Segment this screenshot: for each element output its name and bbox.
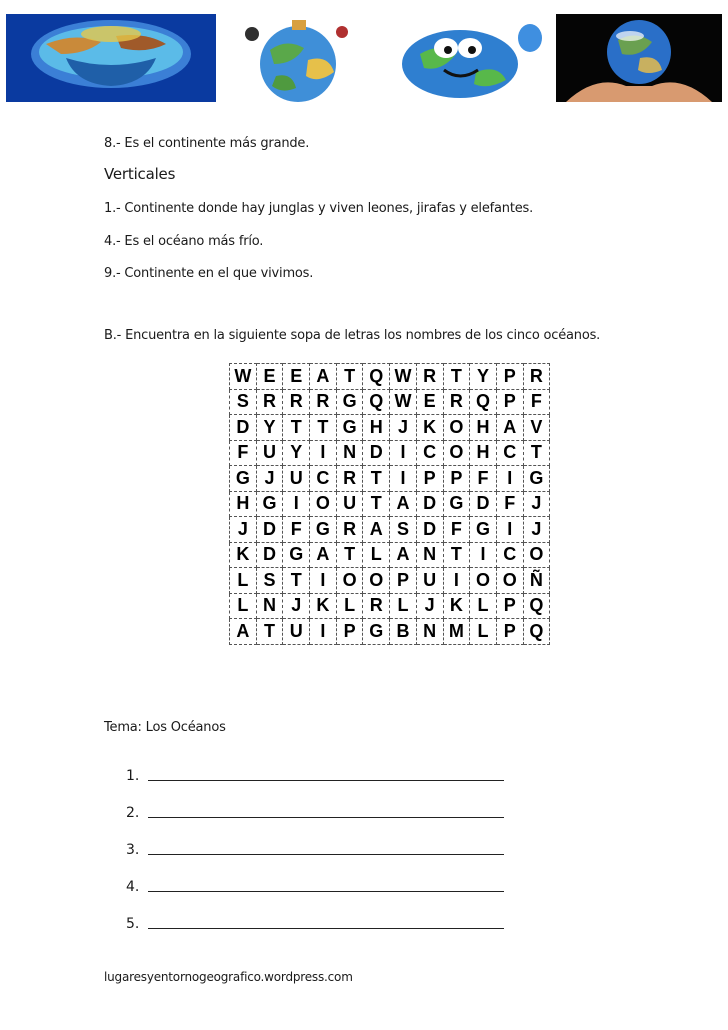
- word-search-cell: F: [496, 491, 523, 517]
- word-search-cell: P: [390, 568, 417, 594]
- word-search-cell: D: [470, 491, 497, 517]
- word-search-cell: E: [283, 364, 310, 390]
- question-4-vertical: 4.- Es el océano más frío.: [104, 234, 264, 249]
- word-search-cell: L: [230, 593, 257, 619]
- word-search-cell: T: [523, 440, 550, 466]
- word-search-cell: O: [443, 415, 470, 441]
- word-search-cell: G: [470, 517, 497, 543]
- word-search-cell: G: [363, 619, 390, 645]
- word-search-row: [230, 517, 550, 543]
- tema-title: Tema: Los Océanos: [104, 720, 226, 735]
- word-search-cell: J: [416, 593, 443, 619]
- word-search-cell: G: [443, 491, 470, 517]
- word-search-cell: S: [390, 517, 417, 543]
- answer-item: [126, 794, 504, 831]
- word-search-row: [230, 593, 550, 619]
- word-search-cell: G: [283, 542, 310, 568]
- word-search-cell: J: [390, 415, 417, 441]
- word-search-row: [230, 619, 550, 645]
- word-search-row: [230, 440, 550, 466]
- word-search-cell: G: [230, 466, 257, 492]
- word-search-cell: R: [336, 466, 363, 492]
- word-search-cell: I: [310, 440, 337, 466]
- word-search-cell: O: [310, 491, 337, 517]
- answer-blank-line[interactable]: [148, 918, 504, 929]
- word-search-cell: R: [256, 389, 283, 415]
- word-search-cell: H: [470, 440, 497, 466]
- question-1-vertical: 1.- Continente donde hay junglas y viven leones, jirafas y elefantes.: [104, 201, 534, 216]
- word-search-cell: A: [310, 364, 337, 390]
- word-search-cell: D: [416, 517, 443, 543]
- word-search-cell: N: [416, 542, 443, 568]
- word-search-cell: E: [416, 389, 443, 415]
- word-search-cell: J: [256, 466, 283, 492]
- word-search-grid: [229, 363, 550, 645]
- word-search-cell: F: [283, 517, 310, 543]
- word-search-cell: W: [390, 364, 417, 390]
- word-search-cell: U: [283, 619, 310, 645]
- word-search-cell: A: [390, 542, 417, 568]
- word-search-cell: O: [363, 568, 390, 594]
- word-search-cell: P: [443, 466, 470, 492]
- answer-item: [126, 831, 504, 868]
- word-search-cell: T: [336, 542, 363, 568]
- answer-number: 3.: [126, 841, 140, 858]
- word-search-cell: J: [230, 517, 257, 543]
- verticales-heading: Verticales: [104, 165, 176, 183]
- word-search-cell: P: [496, 389, 523, 415]
- word-search-cell: N: [336, 440, 363, 466]
- word-search-cell: I: [310, 568, 337, 594]
- word-search-cell: N: [256, 593, 283, 619]
- word-search-cell: P: [416, 466, 443, 492]
- word-search-cell: F: [470, 466, 497, 492]
- word-search-cell: A: [390, 491, 417, 517]
- answer-blank-line[interactable]: [148, 881, 504, 892]
- word-search-cell: I: [390, 440, 417, 466]
- question-8-horizontal: 8.- Es el continente más grande.: [104, 136, 310, 151]
- word-search-cell: F: [230, 440, 257, 466]
- word-search-cell: O: [470, 568, 497, 594]
- word-search-cell: R: [310, 389, 337, 415]
- word-search-cell: I: [310, 619, 337, 645]
- word-search-cell: T: [310, 415, 337, 441]
- word-search-cell: T: [443, 542, 470, 568]
- answer-number: 5.: [126, 915, 140, 932]
- word-search-row: [230, 364, 550, 390]
- word-search-cell: G: [523, 466, 550, 492]
- word-search-cell: R: [523, 364, 550, 390]
- word-search-cell: Q: [523, 619, 550, 645]
- word-search-cell: J: [523, 517, 550, 543]
- word-search-cell: C: [496, 542, 523, 568]
- footer-url: lugaresyentornogeografico.wordpress.com: [104, 970, 353, 984]
- word-search-cell: S: [230, 389, 257, 415]
- word-search-cell: U: [256, 440, 283, 466]
- word-search-cell: K: [310, 593, 337, 619]
- word-search-cell: R: [416, 364, 443, 390]
- word-search-cell: G: [336, 415, 363, 441]
- word-search-cell: I: [496, 517, 523, 543]
- word-search-cell: L: [470, 619, 497, 645]
- word-search-cell: F: [523, 389, 550, 415]
- word-search-cell: L: [230, 568, 257, 594]
- word-search-cell: L: [363, 542, 390, 568]
- word-search-cell: A: [230, 619, 257, 645]
- word-search-cell: S: [256, 568, 283, 594]
- word-search-cell: I: [443, 568, 470, 594]
- word-search-cell: K: [416, 415, 443, 441]
- word-search-row: [230, 466, 550, 492]
- answer-number: 2.: [126, 804, 140, 821]
- word-search-cell: N: [416, 619, 443, 645]
- word-search-cell: G: [336, 389, 363, 415]
- word-search-cell: W: [390, 389, 417, 415]
- word-search-cell: V: [523, 415, 550, 441]
- word-search-cell: T: [283, 568, 310, 594]
- word-search-cell: R: [363, 593, 390, 619]
- word-search-cell: I: [496, 466, 523, 492]
- answer-list: [126, 757, 504, 942]
- word-search-cell: K: [230, 542, 257, 568]
- word-search-cell: T: [363, 466, 390, 492]
- word-search-cell: P: [496, 619, 523, 645]
- word-search-row: [230, 389, 550, 415]
- word-search-cell: K: [443, 593, 470, 619]
- word-search-cell: Y: [256, 415, 283, 441]
- word-search-cell: P: [496, 593, 523, 619]
- word-search-cell: Q: [523, 593, 550, 619]
- word-search-cell: G: [310, 517, 337, 543]
- word-search-cell: C: [416, 440, 443, 466]
- word-search-cell: H: [230, 491, 257, 517]
- answer-blank-line[interactable]: [148, 844, 504, 855]
- word-search-cell: T: [363, 491, 390, 517]
- word-search-cell: A: [310, 542, 337, 568]
- section-b-instruction: B.- Encuentra en la siguiente sopa de letras los nombres de los cinco océanos.: [104, 328, 601, 343]
- word-search-cell: U: [336, 491, 363, 517]
- word-search-cell: G: [256, 491, 283, 517]
- word-search-row: [230, 415, 550, 441]
- word-search-cell: H: [470, 415, 497, 441]
- answer-number: 1.: [126, 767, 140, 784]
- word-search-cell: D: [416, 491, 443, 517]
- answer-number: 4.: [126, 878, 140, 895]
- word-search-cell: D: [256, 517, 283, 543]
- word-search-cell: Y: [283, 440, 310, 466]
- word-search-cell: L: [390, 593, 417, 619]
- word-search-cell: T: [256, 619, 283, 645]
- word-search-cell: U: [416, 568, 443, 594]
- word-search-cell: H: [363, 415, 390, 441]
- globe-mascot-image: [380, 14, 550, 102]
- word-search-row: [230, 568, 550, 594]
- word-search-cell: O: [523, 542, 550, 568]
- word-search-row: [230, 542, 550, 568]
- word-search-cell: C: [496, 440, 523, 466]
- word-search-row: [230, 491, 550, 517]
- word-search-cell: A: [496, 415, 523, 441]
- word-search-cell: E: [256, 364, 283, 390]
- word-search-cell: F: [443, 517, 470, 543]
- earth-in-hands-image: [556, 14, 722, 102]
- word-search-cell: O: [336, 568, 363, 594]
- answer-item: [126, 905, 504, 942]
- word-search-cell: C: [310, 466, 337, 492]
- answer-blank-line[interactable]: [148, 807, 504, 818]
- word-search-cell: O: [496, 568, 523, 594]
- word-search-cell: I: [390, 466, 417, 492]
- word-search-cell: R: [443, 389, 470, 415]
- word-search-cell: J: [283, 593, 310, 619]
- word-search-cell: R: [336, 517, 363, 543]
- word-search-cell: D: [230, 415, 257, 441]
- word-search-cell: T: [443, 364, 470, 390]
- word-search-cell: R: [283, 389, 310, 415]
- word-search-cell: I: [470, 542, 497, 568]
- cartoon-globe-image: [222, 14, 374, 102]
- word-search-cell: J: [523, 491, 550, 517]
- word-search-cell: B: [390, 619, 417, 645]
- word-search-cell: U: [283, 466, 310, 492]
- word-search-cell: T: [283, 415, 310, 441]
- word-search-cell: D: [256, 542, 283, 568]
- word-search-cell: L: [336, 593, 363, 619]
- word-search-cell: D: [363, 440, 390, 466]
- word-search-cell: P: [496, 364, 523, 390]
- word-search-cell: L: [470, 593, 497, 619]
- word-search-cell: Q: [363, 389, 390, 415]
- answer-item: [126, 868, 504, 905]
- word-search-cell: Ñ: [523, 568, 550, 594]
- header-banner: [0, 6, 728, 106]
- word-search-cell: M: [443, 619, 470, 645]
- answer-blank-line[interactable]: [148, 770, 504, 781]
- word-search-cell: T: [336, 364, 363, 390]
- word-search-cell: W: [230, 364, 257, 390]
- word-search-cell: Q: [363, 364, 390, 390]
- flat-earth-image: [6, 14, 216, 102]
- word-search-cell: I: [283, 491, 310, 517]
- word-search-cell: A: [363, 517, 390, 543]
- answer-item: [126, 757, 504, 794]
- question-9-vertical: 9.- Continente en el que vivimos.: [104, 266, 314, 281]
- word-search-cell: Q: [470, 389, 497, 415]
- word-search-cell: Y: [470, 364, 497, 390]
- word-search-cell: O: [443, 440, 470, 466]
- word-search-cell: P: [336, 619, 363, 645]
